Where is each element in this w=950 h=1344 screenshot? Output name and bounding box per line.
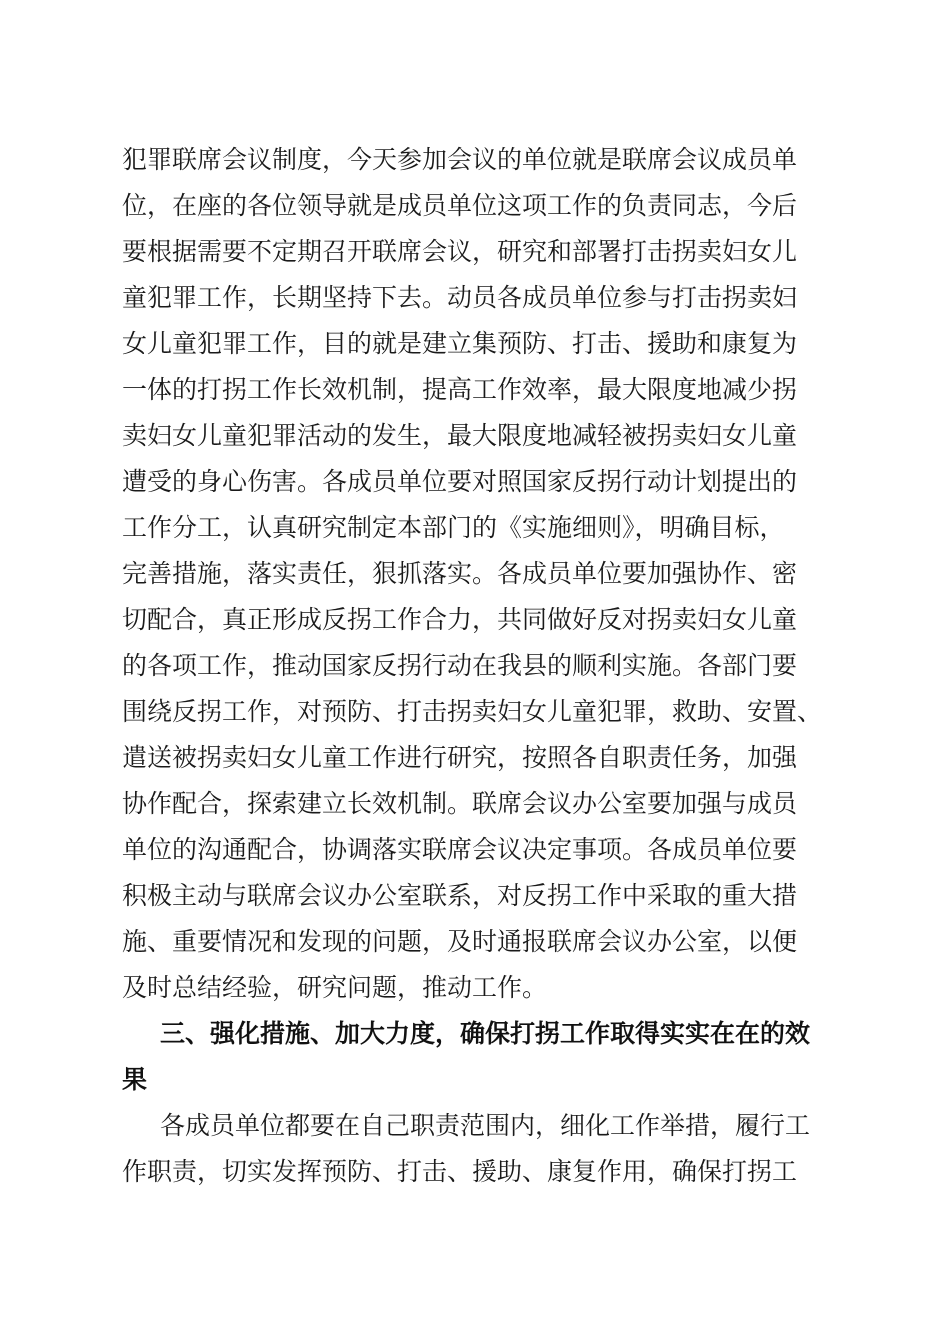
body-line: 遣送被拐卖妇女儿童工作进行研究，按照各自职责任务，加强 xyxy=(122,743,798,772)
body-line: 位，在座的各位领导就是成员单位这项工作的负责同志，今后 xyxy=(122,191,798,220)
body-line: 卖妇女儿童犯罪活动的发生，最大限度地减轻被拐卖妇女儿童 xyxy=(122,421,798,450)
section-heading-continuation: 果 xyxy=(122,1065,148,1094)
section-heading: 三、强化措施、加大力度，确保打拐工作取得实实在在的效 xyxy=(160,1019,811,1048)
paragraph-first-line: 各成员单位都要在自己职责范围内，细化工作举措，履行工 xyxy=(160,1111,811,1140)
body-line: 切配合，真正形成反拐工作合力，共同做好反对拐卖妇女儿童 xyxy=(122,605,798,634)
body-line: 积极主动与联席会议办公室联系，对反拐工作中采取的重大措 xyxy=(122,881,798,910)
body-line: 女儿童犯罪工作，目的就是建立集预防、打击、援助和康复为 xyxy=(122,329,798,358)
body-line: 单位的沟通配合，协调落实联席会议决定事项。各成员单位要 xyxy=(122,835,798,864)
body-line: 作职责，切实发挥预防、打击、援助、康复作用，确保打拐工 xyxy=(122,1157,798,1186)
body-line: 工作分工，认真研究制定本部门的《实施细则》，明确目标， xyxy=(122,513,785,542)
body-line: 的各项工作，推动国家反拐行动在我县的顺利实施。各部门要 xyxy=(122,651,798,680)
body-line: 完善措施，落实责任，狠抓落实。各成员单位要加强协作、密 xyxy=(122,559,798,588)
body-line: 犯罪联席会议制度，今天参加会议的单位就是联席会议成员单 xyxy=(122,145,798,174)
body-line: 围绕反拐工作，对预防、打击拐卖妇女儿童犯罪，救助、安置、 xyxy=(122,697,823,726)
body-line: 一体的打拐工作长效机制，提高工作效率，最大限度地减少拐 xyxy=(122,375,798,404)
body-line: 遭受的身心伤害。各成员单位要对照国家反拐行动计划提出的 xyxy=(122,467,798,496)
body-line: 协作配合，探索建立长效机制。联席会议办公室要加强与成员 xyxy=(122,789,798,818)
body-line: 及时总结经验，研究问题，推动工作。 xyxy=(122,973,548,1002)
body-line: 要根据需要不定期召开联席会议，研究和部署打击拐卖妇女儿 xyxy=(122,237,798,266)
body-line: 施、重要情况和发现的问题，及时通报联席会议办公室，以便 xyxy=(122,927,798,956)
body-line: 童犯罪工作，长期坚持下去。动员各成员单位参与打击拐卖妇 xyxy=(122,283,798,312)
